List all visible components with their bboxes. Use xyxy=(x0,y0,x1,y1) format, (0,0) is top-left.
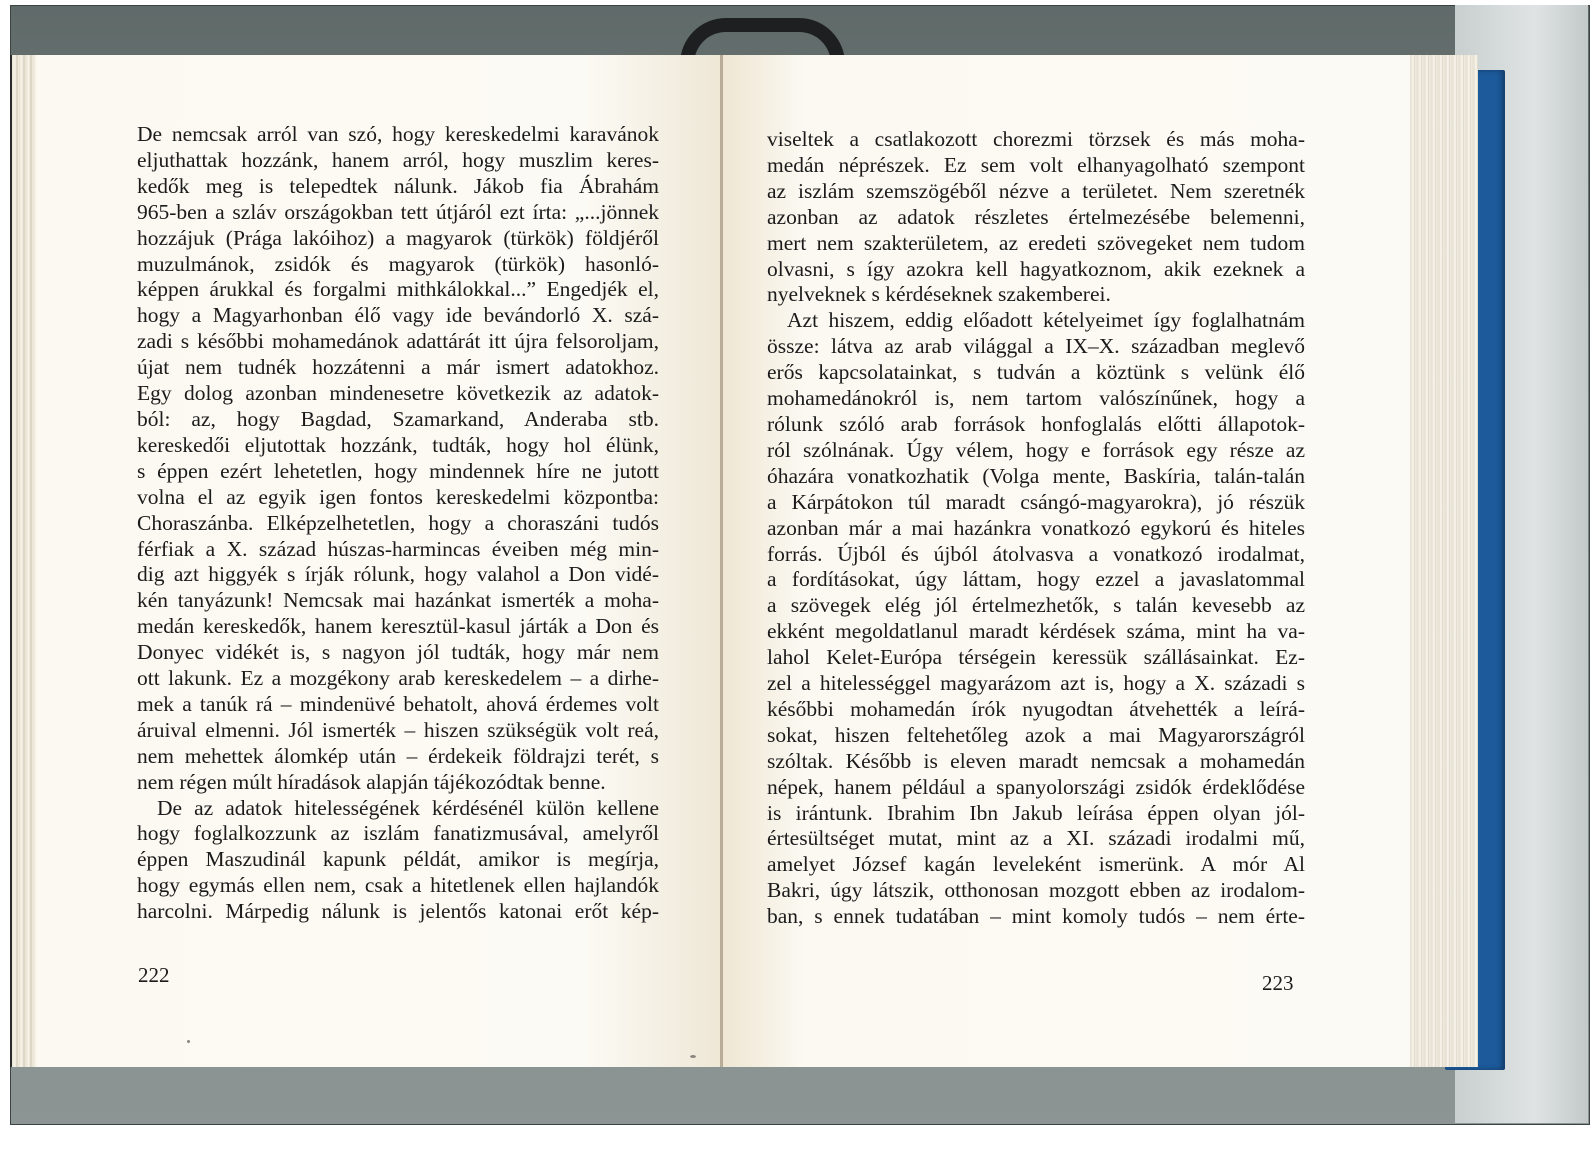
text-line: képpen árukkal és forgalmi mithkálokkal...” Engedjék el, xyxy=(137,277,659,302)
text-line: harcolni. Márpedig nálunk is jelentős katonai erőt kép- xyxy=(137,899,659,924)
paper-speck xyxy=(187,1040,190,1043)
text-line: ban, s ennek tudatában – mint komoly tudós – nem érte- xyxy=(767,904,1305,929)
text-line: ekként megoldatlanul maradt kérdések száma, mint ha va- xyxy=(767,619,1305,644)
text-line: sokat, hiszen feltehetőleg azok a mai Magyarországról xyxy=(767,722,1305,747)
text-line: zel a hitelességgel magyarázom azt is, hogy a X. századi s xyxy=(767,671,1305,696)
text-line: ból: az, hogy Bagdad, Szamarkand, Anderaba stb. xyxy=(137,406,659,431)
text-line: hogy foglalkozzunk az iszlám fanatizmusával, amelyről xyxy=(137,821,659,846)
text-line: Choraszánba. Elképzelhetetlen, hogy a choraszáni tudós xyxy=(137,510,659,535)
text-line: újat nem tudnék hozzátenni a már ismert adatokhoz. xyxy=(137,355,659,380)
text-line: is irántunk. Ibrahim Ibn Jakub leírása éppen olyan jól- xyxy=(767,800,1305,825)
text-line: volna el az egyik igen fontos kereskedelmi központba: xyxy=(137,484,659,509)
text-line: dig azt higgyék s írják rólunk, hogy valahol a Don vidé- xyxy=(137,562,659,587)
text-line: mek a tanúk rá – mindenüvé behatolt, ahová érdemes volt xyxy=(137,691,659,716)
text-line: lahol Kelet-Európa térségein keressük szállásainkat. Ez- xyxy=(767,645,1305,670)
text-line: hogy a Magyarhonban élő vagy ide bevándorló X. szá- xyxy=(137,303,659,328)
text-line: amelyet József kagán leveleként ismerünk. A mór Al xyxy=(767,852,1305,877)
text-line: ott lakunk. Ez a mozgékony arab kereskedelem – a dirhe- xyxy=(137,666,659,691)
text-line: zadi s későbbi mohamedánok adattárát itt újra felsoroljam, xyxy=(137,329,659,354)
text-line: hozzájuk (Prága lakóihoz) a magyarok (türkök) földjéről xyxy=(137,225,659,250)
text-line: későbbi mohamedán írók nyugodtan átvehették a leírá- xyxy=(767,696,1305,721)
text-line: nem régen múlt híradások alapján tájékozódtak benne. xyxy=(137,769,606,794)
text-line: De nemcsak arról van szó, hogy kereskedelmi karavánok xyxy=(137,122,659,146)
page-stack-right xyxy=(1408,55,1478,1067)
text-line: a szövegek elég jól értelmezhetők, s talán kevesebb az xyxy=(767,593,1305,618)
text-line: áruival elmenni. Jól ismerték – hiszen szükségük volt reá, xyxy=(137,717,659,742)
text-line: Egy dolog azonban mindenesetre következik az adatok- xyxy=(137,381,659,406)
text-line: 965-ben a szláv országokban tett útjáról ezt írta: „...jönnek xyxy=(137,199,659,224)
text-line: mohamedánokról is, nem tartom valószínűnek, hogy a xyxy=(767,386,1305,411)
text-line: kedők meg is telepedtek nálunk. Jákob fia Ábrahám xyxy=(137,173,659,198)
text-line: kereskedői eljutottak hozzánk, tudták, hogy hol élünk, xyxy=(137,432,659,457)
text-line: kén tanyázunk! Nemcsak mai hazánkat ismerték a moha- xyxy=(137,588,659,613)
text-line: medán néprészek. Ez sem volt elhanyagolható szempont xyxy=(767,152,1305,177)
text-line: olvasni, s így azokra kell hagyatkoznom, akik ezeknek a xyxy=(767,256,1305,281)
text-line: Bakri, úgy látszik, otthonosan mozgott ebben az irodalom- xyxy=(767,878,1305,903)
text-line: ról szólnának. Úgy vélem, hogy e források egy része az xyxy=(767,437,1305,462)
text-line: a fordításokat, úgy láttam, hogy ezzel a javaslatommal xyxy=(767,567,1305,592)
text-line: Donyec vidékét is, s nagyon jól tudták, hogy már nem xyxy=(137,640,659,665)
text-line: óhazára vonatkozhatik (Volga mente, Baskíria, talán-talán xyxy=(767,463,1305,488)
right-page-text xyxy=(767,127,1305,930)
text-line: össze: látva az arab világgal a IX–X. században meglevő xyxy=(767,334,1305,359)
page-number-right: 223 xyxy=(1262,971,1294,995)
book-gutter xyxy=(720,55,723,1067)
text-line: hogy egymás ellen nem, csak a hitetlenek ellen hajlandók xyxy=(137,873,659,898)
text-line: muzulmánok, zsidók és magyarok (türkök) hasonló- xyxy=(137,251,659,276)
text-line: Azt hiszem, eddig előadott kételyeimet így foglalhatnám xyxy=(787,308,1305,333)
text-line: eljuthattak hozzánk, hanem arról, hogy muszlim keres- xyxy=(137,147,659,172)
page-number-left: 222 xyxy=(138,963,170,987)
text-line: rólunk szóló arab források honfoglalás előtti állapotok- xyxy=(767,411,1305,436)
text-line: az iszlám szemszögéből nézve a területet. Nem szeretnék xyxy=(767,178,1305,203)
text-line: éppen Maszudinál kapunk példát, amikor is megírja, xyxy=(137,847,659,872)
text-line: férfiak a X. század húszas-harmincas éveiben még min- xyxy=(137,536,659,561)
text-line: viseltek a csatlakozott chorezmi törzsek és más moha- xyxy=(767,127,1305,151)
text-line: népek, hanem például a spanyolországi zsidók érdeklődése xyxy=(767,774,1305,799)
text-line: a Kárpátokon túl maradt csángó-magyarokra), jó részük xyxy=(767,489,1305,514)
text-line: azonban az adatok részletes értelmezésébe belemenni, xyxy=(767,204,1305,229)
text-line: s éppen ezért lehetetlen, hogy mindennek híre ne jutott xyxy=(137,458,659,483)
text-line: nem mehettek álomkép után – érdekeik földrajzi terét, s xyxy=(137,743,659,768)
text-line: De az adatok hitelességének kérdésénél külön kellene xyxy=(157,795,659,820)
text-line: azonban már a mai hazánkra vonatkozó egykorú és hiteles xyxy=(767,515,1305,540)
left-page-text xyxy=(137,122,659,925)
text-line: medán kereskedők, hanem keresztül-kasul járták a Don és xyxy=(137,614,659,639)
text-line: erős kapcsolatainkat, s tudván a köztünk s velünk élő xyxy=(767,360,1305,385)
paper-speck xyxy=(690,1055,696,1058)
text-line: szóltak. Később is eleven maradt nemcsak a mohamedán xyxy=(767,748,1305,773)
text-line: nyelveknek s kérdéseknek szakemberei. xyxy=(767,282,1111,307)
text-line: mert nem szakterületem, az eredeti szövegeket nem tudom xyxy=(767,230,1305,255)
text-line: forrás. Újból és újból átolvasva a vonatkozó irodalmat, xyxy=(767,541,1305,566)
text-line: értesültséget mutat, mint az a XI. századi irodalmi mű, xyxy=(767,826,1305,851)
